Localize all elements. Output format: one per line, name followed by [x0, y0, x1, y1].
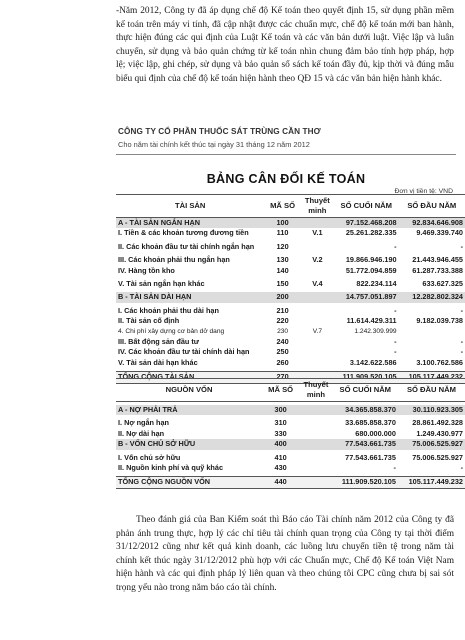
- table-row: [116, 279, 465, 289]
- row-note: V.4: [312, 279, 323, 289]
- row-year-end: 33.685.858.370: [345, 418, 396, 428]
- assets-table: [116, 194, 465, 384]
- row-code: 310: [274, 418, 287, 428]
- table-row: [116, 228, 465, 238]
- row-year-begin: 9.182.039.738: [416, 316, 463, 326]
- balance-sheet-title: BẢNG CÂN ĐỐI KẾ TOÁN: [206, 172, 366, 186]
- row-label: II. Nợ dài hạn: [118, 428, 165, 438]
- table-row: [116, 292, 465, 302]
- row-note: [299, 453, 333, 463]
- company-name: CÔNG TY CỔ PHẦN THUỐC SÁT TRÙNG CẦN THƠ: [118, 127, 321, 136]
- row-year-end: 77.543.661.735: [333, 439, 398, 449]
- liabilities-header-row: [116, 379, 465, 402]
- header-year-end: SỐ CUỐI NĂM: [333, 379, 398, 402]
- row-year-begin: -: [460, 463, 463, 473]
- row-year-end: -: [393, 463, 396, 473]
- row-label: B - TÀI SẢN DÀI HẠN: [116, 292, 264, 302]
- row-label: TỔNG CỘNG TÀI SẢN: [116, 372, 264, 383]
- row-year-end: -: [394, 305, 397, 315]
- total-row: [116, 477, 465, 488]
- row-year-begin: 92.834.646.908: [399, 218, 465, 229]
- row-year-begin: 75.006.525.927: [398, 439, 465, 449]
- row-note: [299, 418, 333, 428]
- row-note: [301, 292, 334, 302]
- row-label: II. Các khoản đầu tư tài chính ngắn hạn: [118, 241, 255, 251]
- row-code: 200: [264, 292, 300, 302]
- closing-paragraph: Theo đánh giá của Ban Kiểm soát thì Báo cáo Tài chính năm 2012 của Công ty đã phản ánh trung thực, hợp lý các chỉ tiêu tài chính quan trọng của Công ty tại thời điểm 31/12/2012 cũng như kết quả kinh doanh, các luồng lưu chuyển tiền tệ trong năm tài chính kết thúc ngày 31/12/2012 phù hợp với các Chuẩn mực, Chế độ Kế toán Việt Nam hiện hành và các qui định pháp lý liên quan và theo chúng tôi CPC cũng chưa bị sai sót trọng yếu nào trong năm báo cáo tài chính.: [116, 515, 454, 593]
- liabilities-rows: [116, 402, 465, 489]
- row-year-end: 34.365.858.370: [333, 405, 398, 415]
- row-label: B - VỐN CHỦ SỞ HỮU: [116, 439, 262, 449]
- table-row: [116, 439, 465, 449]
- row-code: 270: [264, 372, 300, 383]
- row-year-end: 14.757.051.897: [334, 292, 399, 302]
- row-label: I. Nợ ngắn hạn: [118, 418, 169, 428]
- row-year-begin: -: [460, 337, 463, 347]
- row-code: 140: [276, 265, 289, 275]
- row-code: 400: [262, 439, 299, 449]
- row-code: 120: [276, 241, 289, 251]
- row-code: 330: [274, 428, 287, 438]
- row-code: 210: [276, 305, 289, 315]
- header-divider: [116, 154, 456, 155]
- row-note: [301, 337, 334, 347]
- row-year-begin: 9.469.339.740: [416, 228, 463, 238]
- row-label: A - NỢ PHẢI TRẢ: [116, 405, 262, 415]
- row-year-end: -: [394, 347, 397, 357]
- row-year-begin: -: [460, 305, 463, 315]
- row-note: [301, 306, 334, 316]
- row-note: V.2: [312, 255, 323, 265]
- row-note: [301, 358, 334, 368]
- row-note: [301, 316, 334, 326]
- row-code: 260: [276, 357, 289, 367]
- header-sources: NGUỒN VỐN: [116, 379, 262, 402]
- row-code: 430: [274, 463, 287, 473]
- table-row: [116, 242, 465, 252]
- assets-header-row: [116, 195, 465, 218]
- row-code: 220: [276, 316, 289, 326]
- row-label: V. Tài sản ngắn hạn khác: [118, 279, 205, 289]
- table-row: [116, 327, 465, 337]
- row-year-begin: 105.117.449.232: [398, 477, 465, 488]
- table-row: [116, 453, 465, 463]
- row-year-begin: 3.100.762.586: [416, 357, 463, 367]
- table-row: [116, 255, 465, 265]
- assets-rows: [116, 218, 465, 384]
- row-label: II. Tài sản cố định: [118, 316, 180, 326]
- row-note: [299, 439, 333, 449]
- table-row: [116, 337, 465, 347]
- row-label: V. Tài sản dài hạn khác: [118, 357, 198, 367]
- row-year-begin: 1.249.430.977: [416, 428, 463, 438]
- row-note: V.7: [312, 327, 323, 335]
- row-label: 4. Chi phí xây dựng cơ bản dở dang: [118, 327, 225, 335]
- row-code: 230: [277, 327, 289, 335]
- row-year-begin: [399, 327, 465, 337]
- row-note: [299, 429, 333, 439]
- row-year-begin: 28.861.492.328: [412, 418, 463, 428]
- header-code: MÃ SỐ: [264, 195, 300, 218]
- currency-unit: Đơn vị tiền tệ: VND: [394, 188, 453, 195]
- row-year-end: 11.614.429.311: [346, 316, 397, 326]
- row-year-end: 822.234.114: [356, 279, 397, 289]
- row-year-end: -: [394, 241, 397, 251]
- row-year-begin: 75.006.525.927: [412, 452, 463, 462]
- row-code: 130: [276, 255, 289, 265]
- row-year-end: 97.152.468.208: [334, 218, 399, 229]
- row-label: I. Tiền & các khoản tương đương tiền: [118, 228, 249, 238]
- row-year-end: 111.909.520.105: [333, 477, 398, 488]
- row-label: I. Vốn chủ sở hữu: [118, 452, 181, 462]
- row-label: I. Các khoản phải thu dài hạn: [118, 305, 219, 315]
- row-label: IV. Hàng tồn kho: [118, 265, 175, 275]
- row-year-begin: 633.627.325: [422, 279, 463, 289]
- row-year-begin: 105.117.449.232: [399, 372, 465, 383]
- header-year-end: SỐ CUỐI NĂM: [334, 195, 399, 218]
- header-note: Thuyết minh: [299, 379, 333, 402]
- row-year-end: 1.242.309.999: [354, 327, 397, 335]
- row-code: 100: [264, 218, 300, 229]
- row-code: 410: [274, 452, 287, 462]
- row-year-end: 19.866.946.190: [345, 255, 397, 265]
- header-assets: TÀI SẢN: [116, 195, 264, 218]
- row-label: II. Nguồn kinh phí và quỹ khác: [118, 463, 224, 473]
- table-row: [116, 463, 465, 473]
- row-year-end: -: [394, 337, 397, 347]
- row-year-end: 111.909.520.105: [334, 372, 399, 383]
- report-period: Cho năm tài chính kết thúc tại ngày 31 tháng 12 năm 2012: [118, 140, 310, 149]
- table-row: [116, 218, 465, 229]
- table-row: [116, 306, 465, 316]
- row-code: 110: [276, 228, 289, 238]
- row-year-end: 77.543.661.735: [345, 452, 396, 462]
- row-note: [301, 218, 334, 229]
- row-label: IV. Các khoản đầu tư tài chính dài hạn: [118, 347, 250, 357]
- table-row: [116, 418, 465, 428]
- table-row: [116, 358, 465, 368]
- row-code: 440: [262, 477, 299, 488]
- header-note: Thuyết minh: [301, 195, 334, 218]
- table-row: [116, 316, 465, 326]
- row-code: 240: [276, 337, 289, 347]
- table-row: [116, 429, 465, 439]
- row-year-begin: -: [460, 347, 463, 357]
- row-note: [299, 463, 333, 473]
- table-row: [116, 405, 465, 415]
- intro-paragraph: -Năm 2012, Công ty đã áp dụng chế độ Kế toán theo quyết định 15, sử dụng phần mềm kế toán trên máy vi tính, đã cập nhật được các chuẩn mực, chế độ kế toán mới ban hành, thực hiện đúng các qui định của Luật Kế toán và các văn bản dưới luật. Việc lập và luân chuyển, sử dụng và bảo quản chứng từ kế toán nhìn chung đảm bảo tính hợp pháp, hợp lệ; việc lập, ghi chép, sử dụng và bảo quản sổ sách kế toán đầy đủ, kịp thời và đúng mẫu biểu qui định của chế độ kế toán hiện hành theo QĐ 15 và các văn bản hiện hành khác.: [116, 6, 454, 84]
- row-year-begin: 21.443.946.455: [412, 255, 463, 265]
- table-row: [116, 347, 465, 357]
- table-row: [116, 266, 465, 276]
- row-year-begin: 61.287.733.388: [412, 265, 463, 275]
- row-note: [301, 266, 334, 276]
- row-label: III. Bất động sản đầu tư: [118, 337, 200, 347]
- row-year-end: 51.772.094.859: [345, 265, 397, 275]
- liabilities-table: [116, 378, 465, 489]
- row-year-end: 3.142.622.586: [349, 357, 397, 367]
- row-year-begin: 12.282.802.324: [399, 292, 465, 302]
- header-year-begin: SỐ ĐẦU NĂM: [398, 379, 465, 402]
- row-note: [299, 405, 333, 415]
- row-label: TỔNG CỘNG NGUỒN VỐN: [116, 477, 262, 488]
- header-year-begin: SỐ ĐẦU NĂM: [399, 195, 465, 218]
- row-note: [301, 347, 334, 357]
- row-year-end: 680.000.000: [355, 428, 396, 438]
- row-year-end: 25.261.282.335: [345, 228, 397, 238]
- row-year-begin: 30.110.923.305: [398, 405, 465, 415]
- row-code: 250: [276, 347, 289, 357]
- row-year-begin: -: [460, 241, 463, 251]
- row-label: III. Các khoản phải thu ngắn hạn: [118, 255, 230, 265]
- row-code: 300: [262, 405, 299, 415]
- row-code: 150: [276, 279, 289, 289]
- row-note: V.1: [312, 228, 323, 238]
- row-note: [301, 242, 334, 252]
- row-label: A - TÀI SẢN NGẮN HẠN: [116, 218, 264, 229]
- row-note: [299, 477, 333, 488]
- header-code: MÃ SỐ: [262, 379, 299, 402]
